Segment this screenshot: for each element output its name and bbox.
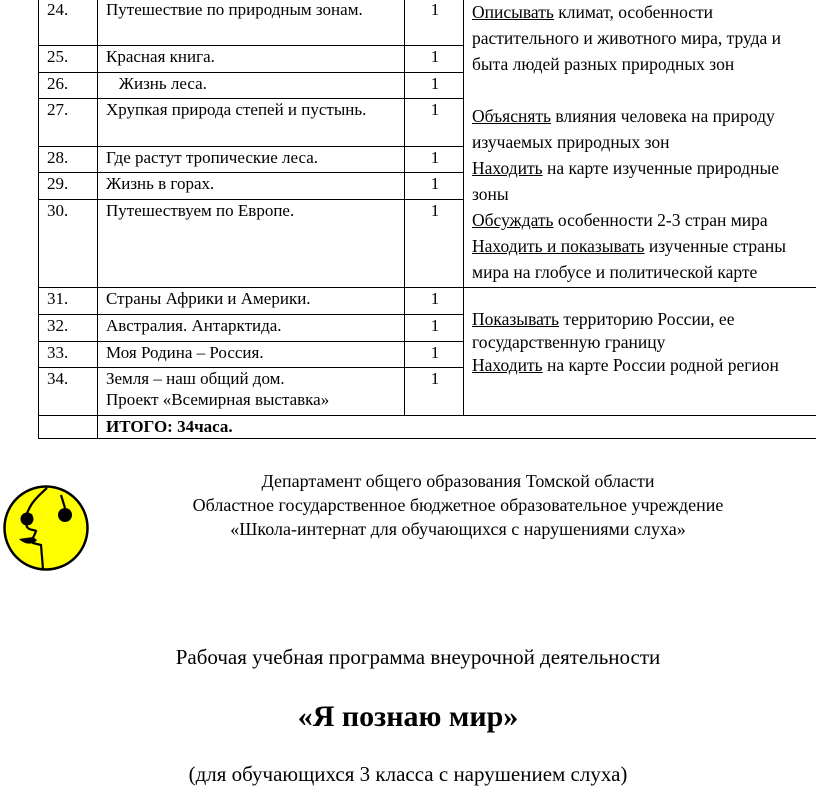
activity-text: на карте России родной регион bbox=[542, 355, 779, 375]
row-number: 33. bbox=[39, 342, 98, 368]
row-hours: 1 bbox=[405, 73, 464, 99]
row-topic: Жизнь леса. bbox=[98, 73, 405, 99]
row-topic: Красная книга. bbox=[98, 46, 405, 73]
row-number: 25. bbox=[39, 46, 98, 73]
activity-verb: Описывать bbox=[472, 2, 554, 22]
row-hours: 1 bbox=[405, 200, 464, 288]
header-line-1: Департамент общего образования Томской области bbox=[261, 471, 655, 491]
school-logo bbox=[3, 485, 89, 571]
activity-text: влияния человека на природу bbox=[551, 106, 775, 126]
program-audience: (для обучающихся 3 класса с нарушением слуха) bbox=[188, 762, 628, 786]
activity-line bbox=[472, 308, 816, 331]
row-hours: 1 bbox=[405, 288, 464, 315]
activities-cell-1 bbox=[464, 0, 816, 288]
row-topic: Австралия. Антарктида. bbox=[98, 315, 405, 342]
row-number bbox=[39, 416, 98, 439]
activity-verb: Объяснять bbox=[472, 106, 552, 126]
activity-line: быта людей разных природных зон bbox=[472, 54, 735, 74]
activity-text: изученные страны bbox=[644, 236, 787, 256]
activity-line bbox=[472, 207, 816, 233]
curriculum-table bbox=[38, 0, 816, 439]
row-hours: 1 bbox=[405, 173, 464, 200]
program-title: «Я познаю мир» bbox=[297, 700, 519, 733]
row-number: 31. bbox=[39, 288, 98, 315]
table-row bbox=[39, 0, 816, 46]
activity-line: государственную границу bbox=[472, 332, 666, 352]
row-topic: Жизнь в горах. bbox=[98, 173, 405, 200]
row-topic: Хрупкая природа степей и пустынь. bbox=[98, 99, 405, 147]
activity-text: климат, особенности bbox=[553, 2, 714, 22]
header-line-2: Областное государственное бюджетное образовательное учреждение bbox=[192, 495, 724, 515]
topic-line: Проект «Всемирная выставка» bbox=[106, 390, 330, 409]
activity-line: зоны bbox=[472, 184, 509, 204]
spacer bbox=[472, 77, 816, 103]
row-hours: 1 bbox=[405, 368, 464, 416]
row-number: 34. bbox=[39, 368, 98, 416]
activity-text: на карте изученные природные bbox=[542, 158, 779, 178]
header-line-3: «Школа-интернат для обучающихся с нарушениями слуха» bbox=[230, 519, 686, 539]
row-number: 30. bbox=[39, 200, 98, 288]
activity-line bbox=[472, 103, 816, 129]
activity-line bbox=[472, 233, 816, 259]
row-topic: Где растут тропические леса. bbox=[98, 147, 405, 173]
row-topic bbox=[98, 368, 405, 416]
activity-text: особенности 2-3 стран мира bbox=[553, 210, 768, 230]
activity-text: территорию России, ее bbox=[559, 309, 735, 329]
activities-cell-2 bbox=[464, 288, 816, 416]
row-topic: Страны Африки и Америки. bbox=[98, 288, 405, 315]
activity-line: растительного и животного мира, труда и bbox=[472, 28, 782, 48]
row-hours: 1 bbox=[405, 0, 464, 46]
total-hours: ИТОГО: 34часа. bbox=[98, 416, 816, 439]
row-topic: Путешествуем по Европе. bbox=[98, 200, 405, 288]
row-number: 29. bbox=[39, 173, 98, 200]
activity-verb: Показывать bbox=[472, 309, 560, 329]
row-number: 27. bbox=[39, 99, 98, 147]
row-topic: Моя Родина – Россия. bbox=[98, 342, 405, 368]
activity-verb: Находить bbox=[472, 355, 543, 375]
row-hours: 1 bbox=[405, 147, 464, 173]
row-number: 26. bbox=[39, 73, 98, 99]
table-row-total bbox=[39, 416, 816, 439]
row-topic: Путешествие по природным зонам. bbox=[98, 0, 405, 46]
activity-verb: Находить и показывать bbox=[472, 236, 645, 256]
activity-line bbox=[472, 155, 816, 181]
topic-line: Земля – наш общий дом. bbox=[106, 369, 285, 388]
activity-verb: Находить bbox=[472, 158, 543, 178]
row-hours: 1 bbox=[405, 315, 464, 342]
row-number: 24. bbox=[39, 0, 98, 46]
row-hours: 1 bbox=[405, 99, 464, 147]
activity-verb: Обсуждать bbox=[472, 210, 554, 230]
table-row bbox=[39, 288, 816, 315]
row-number: 32. bbox=[39, 315, 98, 342]
activity-line bbox=[472, 354, 816, 377]
activity-line bbox=[472, 0, 816, 25]
row-hours: 1 bbox=[405, 342, 464, 368]
program-subtitle: Рабочая учебная программа внеурочной деятельности bbox=[175, 645, 661, 669]
row-number: 28. bbox=[39, 147, 98, 173]
row-hours: 1 bbox=[405, 46, 464, 73]
activity-line: мира на глобусе и политической карте bbox=[472, 262, 758, 282]
activity-line: изучаемых природных зон bbox=[472, 132, 670, 152]
